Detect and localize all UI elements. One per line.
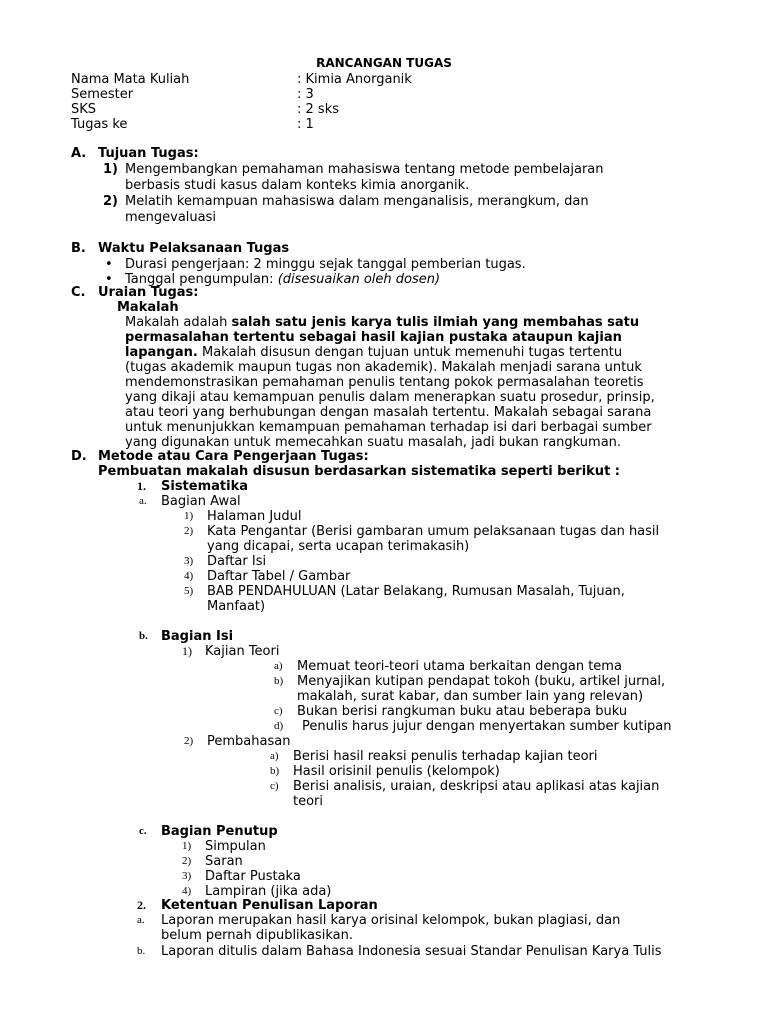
c-para-1-bold: salah satu jenis karya tulis ilmiah yang membahas satu <box>231 315 640 330</box>
c-para-3-normal: Makalah disusun dengan tujuan untuk memenuhi tugas tertentu <box>197 345 623 360</box>
bagian-penutup-label: Bagian Penutup <box>161 824 278 839</box>
section-c-marker: C. <box>71 285 86 300</box>
section-b-marker: B. <box>71 241 86 256</box>
bahas-a-num: a) <box>270 750 279 762</box>
penutup-4-num: 4) <box>182 885 192 897</box>
sks-label: SKS <box>71 102 97 117</box>
task-value: : 1 <box>297 117 314 132</box>
kajian-c-num: c) <box>274 705 283 717</box>
semester-value: : 3 <box>297 87 314 102</box>
c-para-3-bold: lapangan. <box>125 345 198 360</box>
section-c-heading: Uraian Tugas: <box>98 285 199 300</box>
awal-3-text: Daftar Isi <box>207 554 267 569</box>
awal-5-num: 5) <box>184 585 194 597</box>
bagian-isi-label: Bagian Isi <box>161 629 234 644</box>
b-item-2-prefix: Tanggal pengumpulan: <box>125 272 278 287</box>
awal-2-text: Kata Pengantar (Berisi gambaran umum pelaksanaan tugas dan hasil <box>207 524 660 539</box>
kajian-a-num: a) <box>274 660 283 672</box>
bagian-isi-marker: b. <box>139 630 148 642</box>
kajian-b-text: Menyajikan kutipan pendapat tokoh (buku, artikel jurnal, <box>297 674 666 689</box>
bahas-a-text: Berisi hasil reaksi penulis terhadap kajian teori <box>293 749 598 764</box>
task-label: Tugas ke <box>71 117 128 132</box>
pembahasan-label: Pembahasan <box>207 734 291 749</box>
b-item-1: Durasi pengerjaan: 2 minggu sejak tanggal pemberian tugas. <box>125 257 526 272</box>
ket-a-text: Laporan merupakan hasil karya orisinal kelompok, bukan plagiasi, dan <box>161 913 621 928</box>
awal-2-num: 2) <box>184 525 194 537</box>
c-para-line-1 <box>125 315 639 330</box>
section-d-marker: D. <box>71 449 87 464</box>
awal-1-num: 1) <box>184 510 194 522</box>
bagian-penutup-marker: c. <box>139 825 147 837</box>
bahas-b-text: Hasil orisinil penulis (kelompok) <box>293 764 500 779</box>
b-bullet-2: • <box>105 272 113 287</box>
ket-a-text2: belum pernah dipublikasikan. <box>161 928 353 943</box>
bahas-b-num: b) <box>270 765 280 777</box>
c-para-line-5: mendemonstrasikan pemahaman penulis tentang pokok permasalahan teoretis <box>125 375 644 390</box>
kajian-b-num: b) <box>274 675 284 687</box>
kajian-d-text: Penulis harus jujur dengan menyertakan sumber kutipan <box>302 719 672 734</box>
penutup-2-num: 2) <box>182 855 192 867</box>
kajian-num: 1) <box>182 644 192 658</box>
section-d-intro: Pembuatan makalah disusun berdasarkan sistematika seperti berikut : <box>98 464 621 479</box>
sistematika-label: Sistematika <box>161 479 248 494</box>
c-para-line-8: untuk menunjukkan kemampuan pemahaman terhadap isi dari berbagai sumber <box>125 420 652 435</box>
a-item-2-line2: mengevaluasi <box>125 210 217 225</box>
kajian-a-text: Memuat teori-teori utama berkaitan dengan tema <box>297 659 622 674</box>
awal-5-text2: Manfaat) <box>207 599 266 614</box>
section-a-marker: A. <box>71 146 87 161</box>
penutup-1-text: Simpulan <box>205 839 266 854</box>
ket-a-num: a. <box>137 914 145 926</box>
awal-3-num: 3) <box>184 555 194 567</box>
pembahasan-num: 2) <box>184 735 194 747</box>
a-item-1-line2: berbasis studi kasus dalam konteks kimia anorganik. <box>125 178 470 193</box>
a-item-2-num: 2) <box>103 194 118 209</box>
bagian-awal-marker: a. <box>139 495 147 507</box>
a-item-2-line1: Melatih kemampuan mahasiswa dalam menganalisis, merangkum, dan <box>125 194 589 209</box>
section-a-heading: Tujuan Tugas: <box>98 146 199 161</box>
bagian-awal-label: Bagian Awal <box>161 494 241 509</box>
sistematika-num: 1. <box>137 479 146 493</box>
penutup-4-text: Lampiran (jika ada) <box>205 884 332 899</box>
section-b-heading: Waktu Pelaksanaan Tugas <box>98 241 290 256</box>
c-para-line-9: yang digunakan untuk memecahkan suatu masalah, jadi bukan rangkuman. <box>125 435 622 450</box>
document-title: RANCANGAN TUGAS <box>316 56 452 70</box>
penutup-3-num: 3) <box>182 870 192 882</box>
kajian-d-num: d) <box>274 720 284 732</box>
c-para-line-4: (tugas akademik maupun tugas non akademik). Makalah menjadi sarana untuk <box>125 360 642 375</box>
awal-2-text2: yang dicapai, serta ucapan terimakasih) <box>207 539 470 554</box>
bahas-c-text: Berisi analisis, uraian, deskripsi atau aplikasi atas kajian <box>293 779 660 794</box>
c-para-1-normal: Makalah adalah <box>125 315 232 330</box>
penutup-3-text: Daftar Pustaka <box>205 869 301 884</box>
semester-label: Semester <box>71 87 134 102</box>
ket-b-num: b. <box>137 945 146 957</box>
kajian-b-text2: makalah, surat kabar, dan sumber lain yang relevan) <box>297 689 644 704</box>
course-value: : Kimia Anorganik <box>297 72 412 87</box>
ketentuan-label: Ketentuan Penulisan Laporan <box>161 898 378 913</box>
course-label: Nama Mata Kuliah <box>71 72 190 87</box>
c-para-line-3 <box>125 345 622 360</box>
section-d-heading: Metode atau Cara Pengerjaan Tugas: <box>98 449 369 464</box>
ket-b-text: Laporan ditulis dalam Bahasa Indonesia sesuai Standar Penulisan Karya Tulis <box>161 944 662 959</box>
c-para-line-7: atau teori yang berhubungan dengan masalah tertentu. Makalah sebagai sarana <box>125 405 652 420</box>
ketentuan-num: 2. <box>137 898 146 912</box>
c-para-line-2: permasalahan tertentu sebagai hasil kajian pustaka ataupun kajian <box>125 330 622 345</box>
b-bullet-1: • <box>105 257 113 272</box>
kajian-c-text: Bukan berisi rangkuman buku atau beberapa buku <box>297 704 628 719</box>
bahas-c-num: c) <box>270 780 279 792</box>
awal-4-num: 4) <box>184 570 194 582</box>
b-item-2-italic: (disesuaikan oleh dosen) <box>277 272 441 287</box>
awal-5-text: BAB PENDAHULUAN (Latar Belakang, Rumusan Masalah, Tujuan, <box>207 584 625 599</box>
penutup-2-text: Saran <box>205 854 243 869</box>
a-item-1-line1: Mengembangkan pemahaman mahasiswa tentang metode pembelajaran <box>125 162 604 177</box>
a-item-1-num: 1) <box>103 162 118 177</box>
bahas-c-text2: teori <box>293 794 324 809</box>
awal-4-text: Daftar Tabel / Gambar <box>207 569 351 584</box>
section-c-subheading: Makalah <box>117 300 179 315</box>
c-para-line-6: yang dikaji atau kemampuan penulis dalam menerapkan suatu prosedur, prinsip, <box>125 390 655 405</box>
kajian-label: Kajian Teori <box>205 644 280 659</box>
penutup-1-num: 1) <box>182 840 192 852</box>
sks-value: : 2 sks <box>297 102 339 117</box>
awal-1-text: Halaman Judul <box>207 509 302 524</box>
